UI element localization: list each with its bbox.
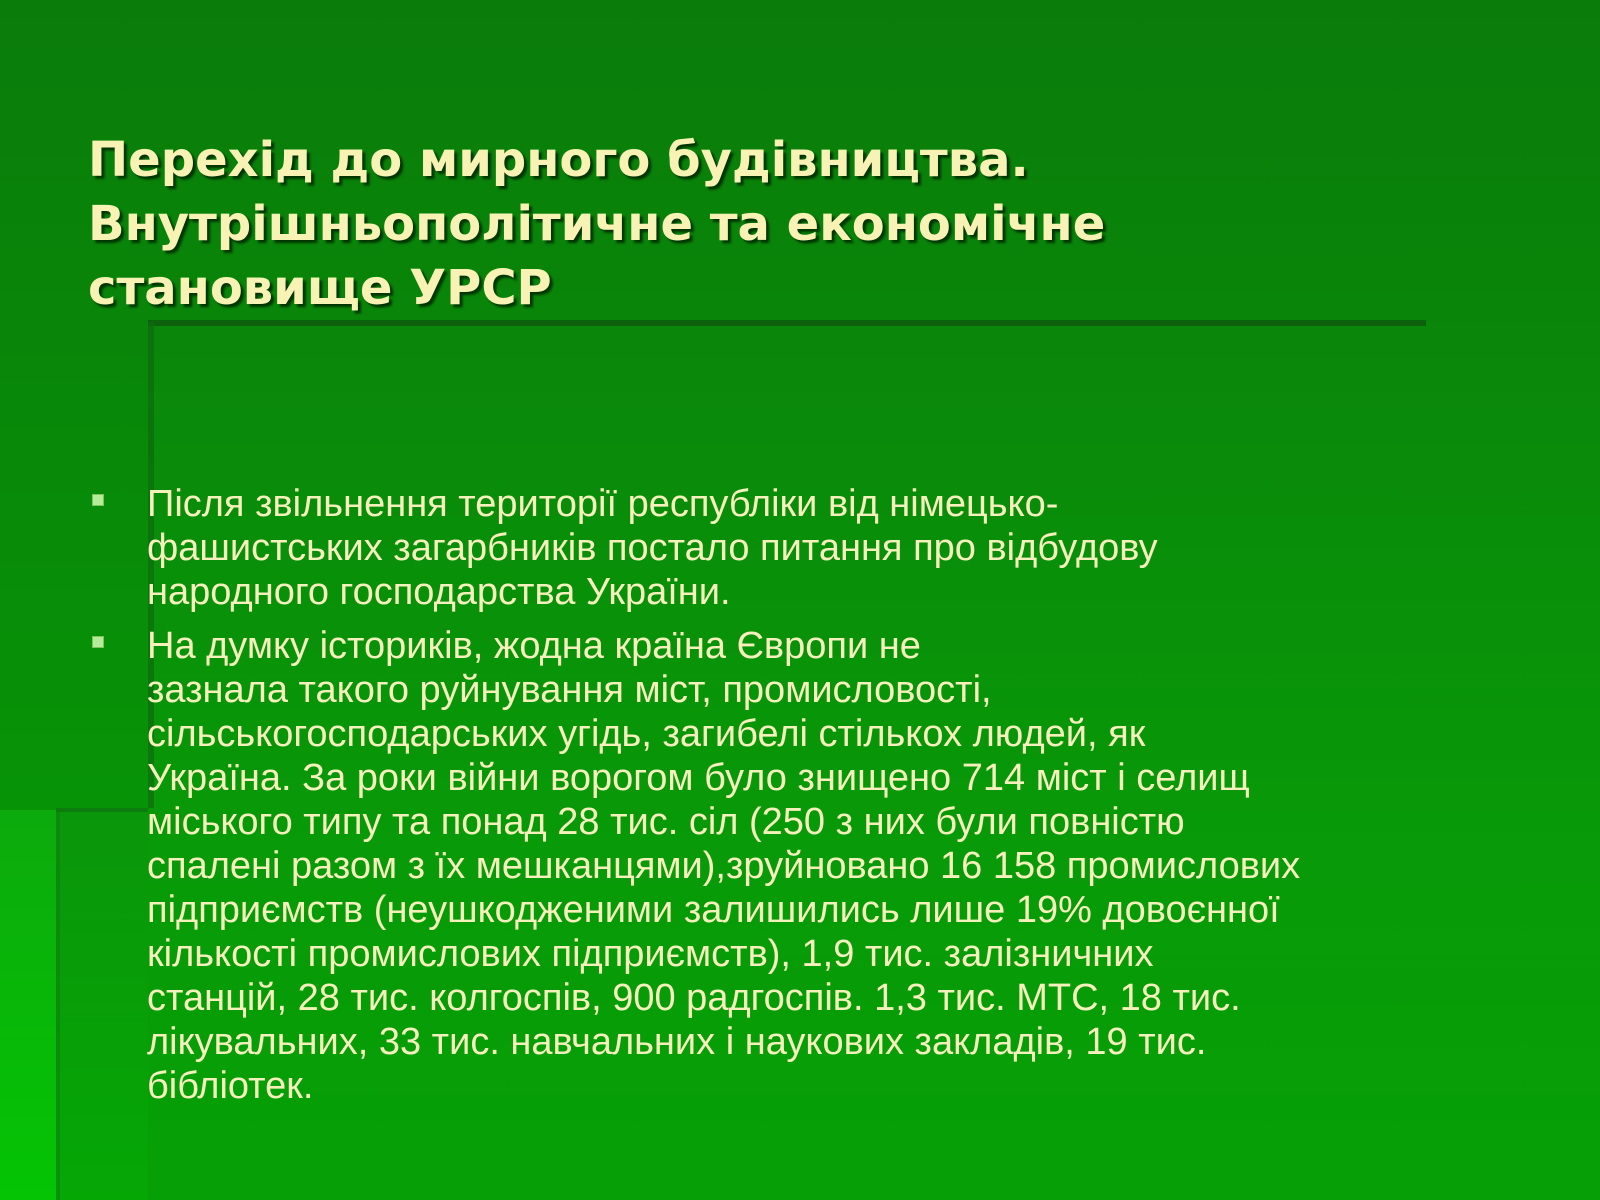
- background-divider-vertical-lower: [56, 808, 60, 1200]
- slide-title-line: Перехід до мирного будівництва.: [88, 132, 1029, 188]
- slide-title-line: Внутрішньополітичне та економічне: [88, 196, 1106, 252]
- slide-title-line: становище УРСР: [88, 260, 552, 316]
- bullet-line: міського типу та понад 28 тис. сіл (250 з них були повністю: [147, 801, 1185, 843]
- bullet-line: зазнала такого руйнування міст, промисловості,: [147, 669, 992, 711]
- background-divider-horizontal: [148, 320, 1426, 326]
- bullet-line: підприємств (неушкодженими залишились лише 19% довоєнної: [147, 889, 1280, 931]
- square-bullet-icon: [92, 494, 104, 506]
- bullet-line: фашистських загарбників постало питання про відбудову: [147, 527, 1158, 569]
- bullet-line: бібліотек.: [147, 1065, 314, 1107]
- bullet-line: лікувальних, 33 тис. навчальних і наукових закладів, 19 тис.: [147, 1021, 1207, 1063]
- bullet-line: Після звільнення території республіки від німецько-: [147, 483, 1059, 525]
- bullet-line: сільськогосподарських угідь, загибелі стількох людей, як: [147, 713, 1146, 755]
- bullet-item: [86, 624, 1506, 1108]
- slide-title: [88, 128, 1388, 320]
- square-bullet-icon: [92, 636, 104, 648]
- bullet-line: кількості промислових підприємств), 1,9 тис. залізничних: [147, 933, 1154, 975]
- slide-body: [86, 482, 1506, 1118]
- bullet-line: станцій, 28 тис. колгоспів, 900 радгоспів. 1,3 тис. МТС, 18 тис.: [147, 977, 1241, 1019]
- bullet-line: народного господарства України.: [147, 571, 731, 613]
- bullet-line: спалені разом з їх мешканцями),зруйновано 16 158 промислових: [147, 845, 1301, 887]
- bullet-item: [86, 482, 1506, 614]
- bullet-line: Україна. За роки війни ворогом було знищено 714 міст і селищ: [147, 757, 1250, 799]
- bullet-line: На думку істориків, жодна країна Європи не: [147, 625, 921, 667]
